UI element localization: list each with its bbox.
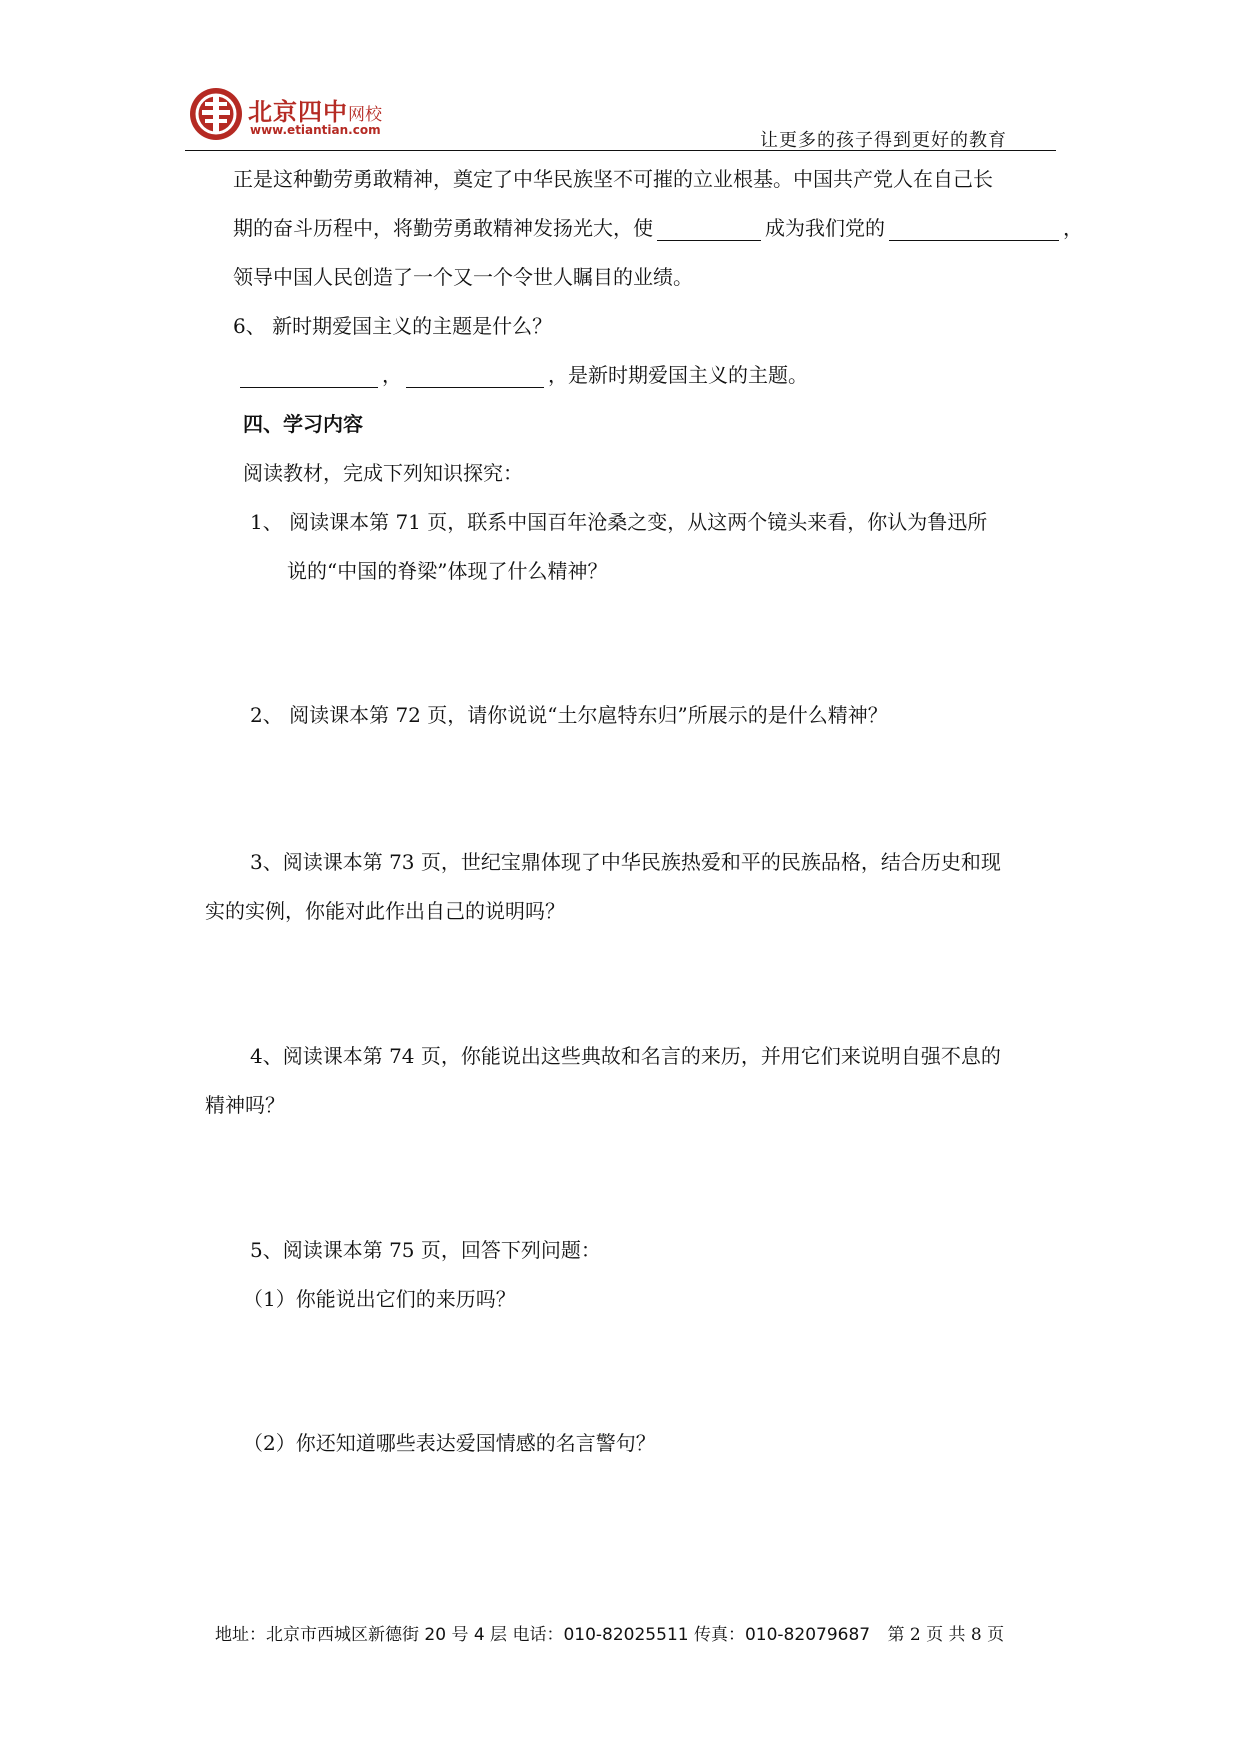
- logo-emblem-icon: [188, 86, 244, 142]
- item-1-line-1: 1、 阅读课本第 71 页，联系中国百年沧桑之变，从这两个镜头来看，你认为鲁迅所: [250, 510, 988, 534]
- item-1-line-2: 说的“中国的脊梁”体现了什么精神？: [287, 559, 608, 583]
- section-title: 四、学习内容: [243, 412, 363, 436]
- footer-page-number: 第 2 页 共 8 页: [887, 1625, 1005, 1645]
- logo-url: www.etiantian.com: [250, 123, 381, 137]
- logo-title: 北京四中网校: [248, 97, 382, 126]
- paragraph-line-2-text-b: 成为我们党的: [765, 216, 885, 240]
- header-divider: [185, 150, 1056, 151]
- item-2: 2、 阅读课本第 72 页，请你说说“土尔扈特东归”所展示的是什么精神？: [250, 703, 888, 727]
- item-5-sub-1: （1）你能说出它们的来历吗？: [243, 1287, 516, 1311]
- item-3-line-2: 实的实例，你能对此作出自己的说明吗？: [205, 899, 565, 923]
- fill-blank-3[interactable]: [240, 367, 378, 388]
- logo-suffix: 网校: [348, 105, 382, 125]
- question-6-answer-line: [240, 362, 808, 388]
- item-4-line-1: 4、阅读课本第 74 页，你能说出这些典故和名言的来历，并用它们来说明自强不息的: [250, 1044, 1001, 1068]
- page-footer: [215, 1620, 1004, 1645]
- paragraph-line-2: [233, 215, 1083, 241]
- item-4-line-2: 精神吗？: [205, 1093, 285, 1117]
- paragraph-line-2-text-c: ，: [1063, 216, 1083, 240]
- fill-blank-2[interactable]: [889, 220, 1059, 241]
- item-5: 5、阅读课本第 75 页，回答下列问题：: [250, 1238, 601, 1262]
- question-6-comma: ，: [382, 363, 402, 387]
- fill-blank-4[interactable]: [406, 367, 544, 388]
- paragraph-line-3: 领导中国人民创造了一个又一个令世人瞩目的业绩。: [233, 265, 693, 289]
- question-6-answer-tail: ，是新时期爱国主义的主题。: [548, 363, 808, 387]
- item-3-line-1: 3、阅读课本第 73 页，世纪宝鼎体现了中华民族热爱和平的民族品格，结合历史和现: [250, 850, 1001, 874]
- section-intro: 阅读教材，完成下列知识探究：: [243, 461, 523, 485]
- school-logo: [188, 86, 418, 146]
- paragraph-line-2-text-a: 期的奋斗历程中，将勤劳勇敢精神发扬光大，使: [233, 216, 653, 240]
- paragraph-line-1: 正是这种勤劳勇敢精神，奠定了中华民族坚不可摧的立业根基。中国共产党人在自己长: [233, 167, 993, 191]
- footer-address: 地址：北京市西城区新德街 20 号 4 层 电话：010-82025511 传真：010-82079687: [215, 1625, 871, 1645]
- header-slogan: 让更多的孩子得到更好的教育: [760, 130, 1007, 151]
- question-6: 6、 新时期爱国主义的主题是什么？: [233, 314, 553, 338]
- item-5-sub-2: （2）你还知道哪些表达爱国情感的名言警句？: [243, 1431, 656, 1455]
- fill-blank-1[interactable]: [657, 220, 761, 241]
